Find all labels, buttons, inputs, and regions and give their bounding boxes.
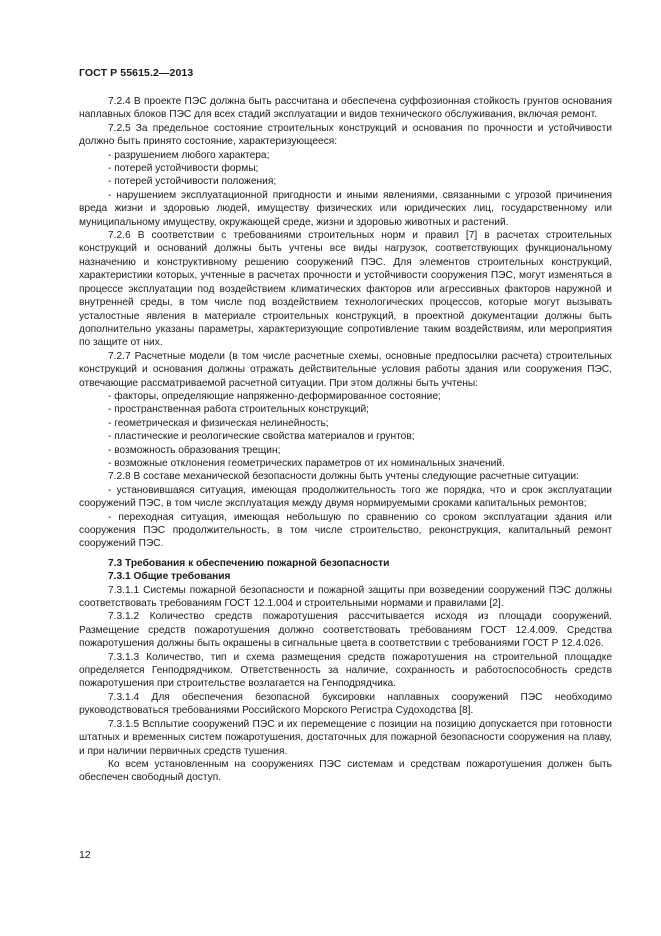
list-item: - потерей устойчивости положения; <box>108 176 277 188</box>
para-7-2-5: 7.2.5 За предельное состояние строительных конструкций и основания по прочности и устойчивости должно быть принято состояние, характеризующееся: <box>79 122 612 148</box>
document-header: ГОСТ Р 55615.2—2013 <box>79 67 194 79</box>
list-item: - нарушением эксплуатационной пригодности и иными явлениями, связанными с угрозой причинения вреда жизни и здоровью людей, имуществу физических или юридических лиц, государственному или муниципальному имуществу, окружающей среде, жизни и здоровью животных и растений. <box>79 189 612 228</box>
list-item: - возможные отклонения геометрических параметров от их номинальных значений. <box>108 457 505 469</box>
para-7-3-1-3: 7.3.1.3 Количество, тип и схема размещения средств пожаротушения на строительной площадке определяется Генподрядчиком. Ответственность за наличие, сохранность и работоспособность средств пожаротушения при строительстве возлагается на Генподрядчика. <box>79 651 612 690</box>
para-7-2-4: 7.2.4 В проекте ПЭС должна быть рассчитана и обеспечена суффозионная стойкость грунтов основания наплавных блоков ПЭС для всех стадий эксплуатации и видов технического обслуживания, включая ремонт. <box>79 96 612 121</box>
list-item: - пространственная работа строительных конструкций; <box>108 404 369 416</box>
page-number: 12 <box>79 849 91 861</box>
list-item: - геометрическая и физическая нелинейность; <box>108 417 329 429</box>
list-item: - потерей устойчивости формы; <box>108 163 259 175</box>
section-heading-7-3-1: 7.3.1 Общие требования <box>108 571 231 583</box>
list-item: - пластические и реологические свойства материалов и грунтов; <box>108 431 415 443</box>
para-7-2-7: 7.2.7 Расчетные модели (в том числе расчетные схемы, основные предпосылки расчета) строительных конструкций и основания должны отражать действительные условия работы здания или сооружения ПЭС, отвечающие рассматриваемой расчетной ситуации. При этом должны быть учтены: <box>79 350 612 389</box>
para-final: Ко всем установленным на сооружениях ПЭС системам и средствам пожаротушения должен быть обеспечен свободный доступ. <box>79 758 612 784</box>
para-7-2-6: 7.2.6 В соответствии с требованиями строительных норм и правил [7] в расчетах строительных конструкций и оснований должны быть учтены все виды нагрузок, соответствующих функциональному назначению и конструктивному решению сооружений ПЭС. Для элементов строительных конструкций, характеристики которых, учтенные в расчетах прочности и устойчивости сооружения ПЭС, могут изменяться в процессе эксплуатации под воздействием климатических факторов или агрессивных факторов наружной и внутренней среды, в том числе под воздействием технологических процессов, которые могут вызывать усталостные явления в материале строительных конструкций, в проектной документации должны быть дополнительно указаны параметры, характеризующие сопротивление таким воздействиям, или мероприятия по защите от них. <box>79 230 612 349</box>
document-body <box>79 95 612 785</box>
para-7-3-1-5: 7.3.1.5 Всплытие сооружений ПЭС и их перемещение с позиции на позицию допускается при готовности штатных и временных систем пожаротушения, достаточных для пожарной безопасности сооружения на плаву, и при наличии первичных средств тушения. <box>79 718 612 757</box>
para-7-3-1-2: 7.3.1.2 Количество средств пожаротушения рассчитывается исходя из площади сооружений. Размещение средств пожаротушения должно соответствовать требованиям ГОСТ 12.4.009. Средства пожаротушения должны быть окрашены в сигнальные цвета в соответствии с требованиями ГОСТ Р 12.4.026. <box>79 611 612 650</box>
para-7-3-1-1: 7.3.1.1 Системы пожарной безопасности и пожарной защиты при возведении сооружений ПЭС должны соответствовать требованиям ГОСТ 12.1.004 и строительными нормами и правилами [2]. <box>79 584 612 610</box>
section-heading-7-3: 7.3 Требования к обеспечению пожарной безопасности <box>108 557 390 569</box>
list-item: - возможность образования трещин; <box>108 444 281 456</box>
list-item: - разрушением любого характера; <box>108 149 270 161</box>
list-item: - установившаяся ситуация, имеющая продолжительность того же порядка, что и срок эксплуатации сооружений ПЭС, в том числе эксплуатация между двумя нормируемыми сроками капитальных ремонтов; <box>79 484 612 510</box>
para-7-3-1-4: 7.3.1.4 Для обеспечения безопасной буксировки наплавных сооружений ПЭС необходимо руководствоваться требованиями Российского Морского Регистра Судоходства [8]. <box>79 691 612 717</box>
list-item: - факторы, определяющие напряженно-деформированное состояние; <box>108 390 441 402</box>
list-item: - переходная ситуация, имеющая небольшую по сравнению со сроком эксплуатации здания или сооружения ПЭС продолжительность, в том числе строительство, реконструкция, капитальный ремонт сооружений ПЭС. <box>79 511 612 550</box>
para-7-2-8: 7.2.8 В составе механической безопасности должны быть учтены следующие расчетные ситуации: <box>108 471 579 483</box>
